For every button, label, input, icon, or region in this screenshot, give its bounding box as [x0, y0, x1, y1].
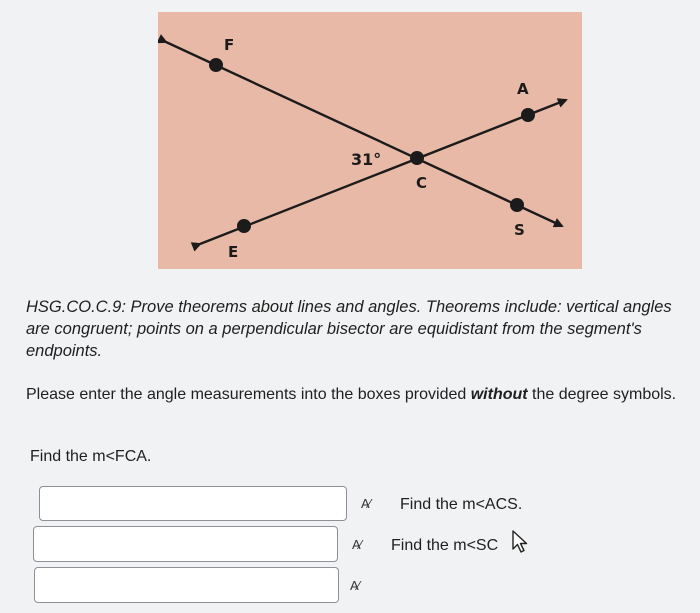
answer-input-acs[interactable]	[33, 526, 338, 562]
question-scb: Find the m<SC	[391, 537, 499, 554]
spell-check-icon[interactable]: A⁄	[361, 496, 370, 511]
label-s: S	[514, 221, 525, 239]
question-fca: Find the m<FCA.	[30, 448, 152, 465]
point-e	[237, 219, 251, 233]
mouse-pointer-icon	[512, 530, 530, 554]
angle-label: 31°	[351, 150, 382, 169]
point-a	[521, 108, 535, 122]
instruction-after: the degree symbols.	[527, 386, 677, 403]
answer-input-scb[interactable]	[34, 567, 339, 603]
spell-check-icon[interactable]: A⁄	[352, 537, 361, 552]
line-fs	[166, 42, 562, 226]
spell-check-icon[interactable]: A⁄	[350, 578, 359, 593]
instruction-before: Please enter the angle measurements into the boxes provided	[26, 386, 471, 403]
standard-description: HSG.CO.C.9: Prove theorems about lines and angles. Theorems include: vertical angles are congruent; points on a perpendicular bisector are equidistant from the segment's endpoints.	[26, 298, 672, 360]
question-acs: Find the m<ACS.	[400, 496, 523, 513]
label-f: F	[224, 36, 235, 54]
diagram-svg	[158, 12, 582, 269]
point-f	[209, 58, 223, 72]
line-ea	[200, 100, 566, 244]
label-c: C	[416, 174, 428, 192]
instruction-emphasis: without	[470, 386, 528, 403]
label-a: A	[517, 80, 529, 98]
point-s	[510, 198, 524, 212]
answer-input-fca[interactable]	[39, 486, 347, 521]
instruction-text	[26, 384, 686, 406]
angle-diagram	[158, 12, 582, 269]
point-c	[410, 151, 424, 165]
label-e: E	[228, 243, 239, 261]
